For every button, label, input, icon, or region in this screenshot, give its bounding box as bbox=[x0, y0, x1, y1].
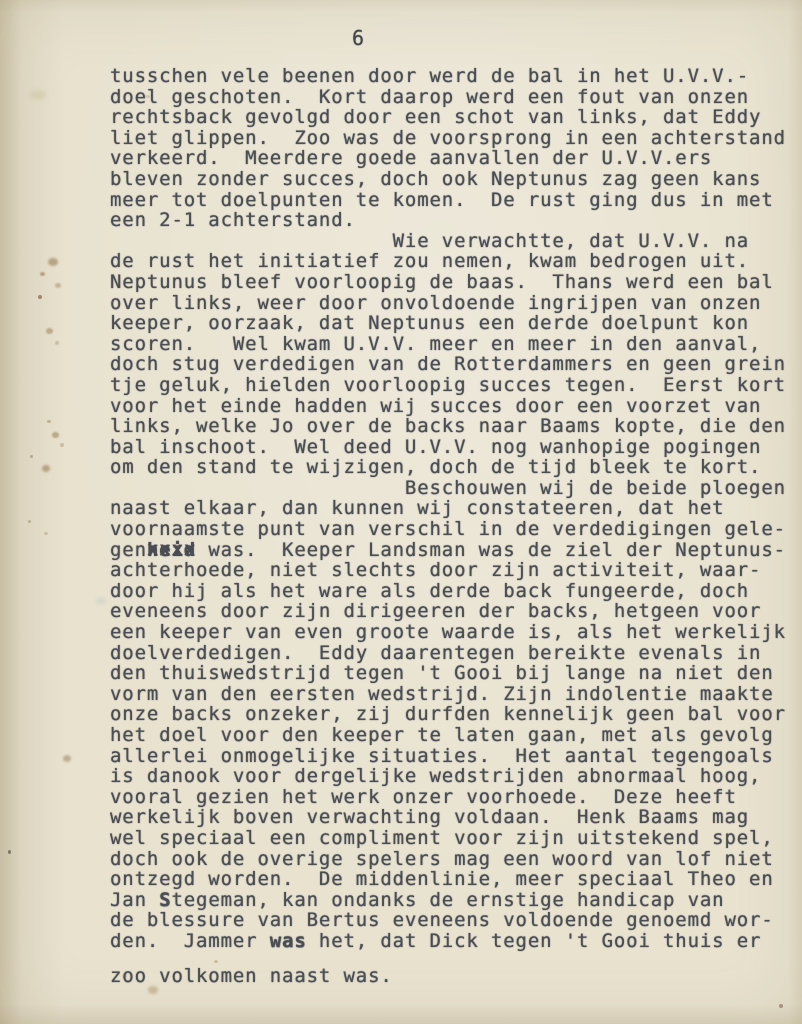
text-line bbox=[110, 581, 786, 602]
text-line bbox=[110, 293, 786, 314]
text-segment: voor het einde hadden wij succes door een voorzet van bbox=[110, 394, 762, 417]
text-segment: zoo volkomen naast was. bbox=[110, 964, 393, 987]
text-line bbox=[110, 519, 786, 540]
text-segment: werkelijk boven verwachting voldaan. Henk Baams mag bbox=[110, 806, 750, 829]
text-segment: naast elkaar, dan kunnen wij constateeren, dat het bbox=[110, 497, 725, 520]
text-segment: de blessure van Bertus eveneens voldoende genoemd wor- bbox=[110, 909, 774, 932]
paper-stain bbox=[779, 1004, 783, 1008]
text-line bbox=[110, 457, 786, 478]
paper-stain bbox=[55, 341, 59, 345]
paper-stain bbox=[148, 986, 158, 994]
paper-stain bbox=[38, 295, 42, 299]
paper-stain bbox=[8, 850, 11, 854]
text-line bbox=[110, 498, 786, 519]
text-segment: keeper, oorzaak, dat Neptunus een derde doelpunt kon bbox=[110, 312, 750, 335]
text-segment: meer tot doelpunten te komen. De rust ging dus in met bbox=[110, 188, 774, 211]
text-segment: eveneens door zijn dirigeeren der backs, hetgeen voor bbox=[110, 600, 762, 623]
text-line bbox=[110, 87, 786, 108]
text-segment: een 2-1 achterstand. bbox=[110, 209, 356, 232]
text-line bbox=[110, 354, 786, 375]
text-line bbox=[110, 375, 786, 396]
text-line bbox=[110, 560, 786, 581]
text-line bbox=[110, 210, 786, 231]
text-segment: is danook voor dergelijke wedstrijden abnormaal hoog, bbox=[110, 765, 762, 788]
text-line bbox=[110, 478, 786, 499]
overstruck-text: heid xxxx bbox=[147, 539, 196, 561]
text-line bbox=[110, 931, 786, 952]
text-segment: Jan bbox=[110, 888, 160, 911]
text-line bbox=[110, 849, 786, 870]
paper-stain bbox=[96, 598, 106, 604]
text-segment: een keeper van even groote waarde is, als het werkelijk bbox=[110, 621, 786, 644]
text-line bbox=[110, 107, 786, 128]
overstruck-text: S bbox=[159, 888, 172, 911]
text-segment: den thuiswedstrijd tegen 't Gooi bij lange na niet den bbox=[110, 662, 774, 685]
text-segment: het doel voor den keeper te laten gaan, met als gevolg bbox=[110, 724, 774, 746]
paper-stain bbox=[40, 272, 45, 276]
text-segment: om den stand te wijzigen, doch de tijd bleek te kort. bbox=[110, 456, 762, 479]
text-segment: tegeman, kan ondanks de ernstige handicap van bbox=[171, 888, 725, 911]
text-line bbox=[110, 231, 786, 252]
text-line bbox=[110, 828, 786, 849]
paper-stain bbox=[30, 90, 46, 100]
text-line bbox=[110, 540, 786, 561]
text-line bbox=[110, 869, 786, 890]
text-line bbox=[110, 313, 786, 334]
paper-stain bbox=[30, 455, 33, 458]
text-line bbox=[110, 643, 786, 664]
text-line bbox=[110, 416, 786, 437]
text-segment: scoren. Wel kwam U.V.V. meer en meer in den aanval, bbox=[110, 332, 762, 355]
text-segment: gen bbox=[110, 538, 147, 561]
paper-stain bbox=[44, 532, 48, 535]
page-number: 6 bbox=[352, 26, 365, 50]
text-line bbox=[110, 684, 786, 705]
paper-stain bbox=[46, 328, 53, 334]
text-segment: vorm van den eersten wedstrijd. Zijn indolentie maakte bbox=[110, 682, 774, 705]
text-segment: ontzegd worden. De middenlinie, meer speciaal Theo en bbox=[110, 868, 774, 891]
text-segment: verkeerd. Meerdere goede aanvallen der U.V.V.ers bbox=[110, 147, 713, 170]
typewritten-body bbox=[110, 66, 786, 986]
text-segment: doch stug verdedigen van de Rotterdammers en geen grein bbox=[110, 353, 786, 376]
text-line bbox=[110, 966, 786, 987]
text-line bbox=[110, 251, 786, 272]
paper-stain bbox=[47, 420, 51, 423]
text-line bbox=[110, 725, 786, 746]
overstruck-text: was bbox=[269, 929, 307, 952]
text-segment: achterhoede, niet slechts door zijn activiteit, waar- bbox=[110, 559, 762, 582]
text-segment: doch ook de overige spelers mag een woord van lof niet bbox=[110, 847, 774, 870]
text-segment: doelverdedigen. Eddy daarentegen bereikte evenals in bbox=[110, 641, 762, 664]
text-line bbox=[110, 807, 786, 828]
text-segment: den. Jammer bbox=[110, 929, 270, 952]
text-segment: wel speciaal een compliment voor zijn uitstekend spel, bbox=[110, 826, 774, 849]
text-line bbox=[110, 148, 786, 169]
text-line bbox=[110, 334, 786, 355]
text-segment: door hij als het ware als derde back fungeerde, doch bbox=[110, 579, 750, 602]
text-segment: het, dat Dick tegen 't Gooi thuis er bbox=[306, 929, 762, 952]
text-segment: tje geluk, hielden voorloopig succes tegen. Eerst kort bbox=[110, 373, 786, 396]
text-segment: de rust het initiatief zou nemen, kwam bedrogen uit. bbox=[110, 250, 750, 273]
text-line bbox=[110, 746, 786, 767]
text-line bbox=[110, 396, 786, 417]
text-line bbox=[110, 272, 786, 293]
text-line bbox=[110, 622, 786, 643]
text-line bbox=[110, 601, 786, 622]
paper-stain bbox=[48, 258, 58, 266]
text-line bbox=[110, 910, 786, 931]
text-line bbox=[110, 704, 786, 725]
text-segment: Neptunus bleef voorloopig de baas. Thans werd een bal bbox=[110, 270, 774, 293]
text-line bbox=[110, 169, 786, 190]
text-segment: doel geschoten. Kort daarop werd een fout van onzen bbox=[110, 85, 750, 108]
text-segment: over links, weer door onvoldoende ingrijpen van onzen bbox=[110, 291, 762, 314]
text-line bbox=[110, 890, 786, 911]
text-segment: liet glippen. Zoo was de voorsprong in een achterstand bbox=[110, 126, 786, 149]
text-line bbox=[110, 437, 786, 458]
text-segment: links, welke Jo over de backs naar Baams kopte, die den bbox=[110, 415, 786, 438]
text-segment: tusschen vele beenen door werd de bal in het U.V.V.- bbox=[110, 65, 750, 87]
paper-stain bbox=[55, 283, 61, 288]
text-line bbox=[110, 663, 786, 684]
text-segment: was. Keeper Landsman was de ziel der Neptunus- bbox=[196, 538, 786, 561]
text-segment: onze backs onzeker, zij durfden kennelijk geen bal voor bbox=[110, 703, 786, 726]
text-segment: allerlei onmogelijke situaties. Het aantal tegengoals bbox=[110, 744, 774, 767]
text-line bbox=[110, 66, 786, 87]
paper-stain bbox=[63, 755, 71, 762]
text-line bbox=[110, 766, 786, 787]
text-segment: Wie verwachtte, dat U.V.V. na bbox=[110, 229, 750, 252]
paper-stain bbox=[52, 432, 59, 438]
paper-stain bbox=[42, 465, 50, 472]
text-segment: bal inschoot. Wel deed U.V.V. nog wanhopige pogingen bbox=[110, 435, 762, 458]
text-segment: vooral gezien het werk onzer voorhoede. Deze heeft bbox=[110, 785, 737, 808]
text-line bbox=[110, 787, 786, 808]
text-segment: Beschouwen wij de beide ploegen bbox=[110, 476, 786, 499]
paper-stain bbox=[60, 443, 64, 447]
text-segment: rechtsback gevolgd door een schot van links, dat Eddy bbox=[110, 106, 762, 129]
paper-stain bbox=[28, 520, 31, 523]
text-segment: bleven zonder succes, doch ook Neptunus zag geen kans bbox=[110, 167, 762, 190]
text-line bbox=[110, 128, 786, 149]
text-segment: voornaamste punt van verschil in de verdedigingen gele- bbox=[110, 518, 786, 541]
text-line bbox=[110, 190, 786, 211]
